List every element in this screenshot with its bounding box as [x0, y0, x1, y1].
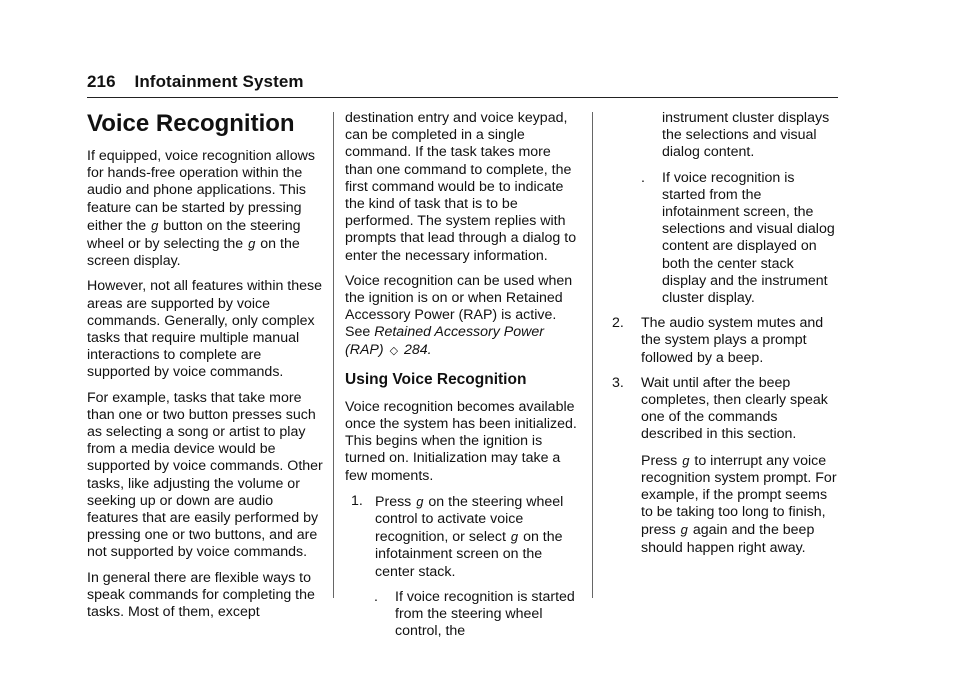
- column-divider: [592, 112, 593, 598]
- reference-page-number: 284.: [404, 341, 432, 358]
- voice-recognition-icon: g: [248, 236, 256, 252]
- column-3: [612, 110, 838, 557]
- voice-recognition-icon: g: [151, 217, 159, 233]
- step-number: 1.: [351, 492, 363, 509]
- column-1: [87, 110, 323, 629]
- step-3: 3. Wait until after the beep completes, then clearly speak one of the commands described in this section.: [612, 374, 828, 443]
- voice-recognition-icon: g: [510, 529, 519, 545]
- step-3-note: Press g to interrupt any voice recognition system prompt. For example, if the prompt seems to be taking too long to finish, press g again and the beep should happen right away.: [641, 452, 837, 556]
- page-number: 216: [87, 72, 116, 91]
- step-2: 2. The audio system mutes and the system plays a prompt followed by a beep.: [612, 315, 824, 366]
- subheading: Using Voice Recognition: [345, 370, 527, 388]
- bullet-dot: .: [374, 588, 378, 605]
- page-reference-arrow-icon: ◇: [389, 344, 399, 357]
- intro-paragraph: If equipped, voice recognition allows for hands-free operation within the audio and phone applications. This feature can be started by pressing either the g button on the steering wheel or by selecting the g on the screen display.: [87, 148, 315, 270]
- step-1: 1. Press g on the steering wheel control to activate voice recognition, or select g on the infotainment screen on the center stack.: [351, 492, 564, 580]
- paragraph: For example, tasks that take more than one or two button presses such as selecting a song or artist to play from a media device would be supported by voice commands. Other tasks, like adjusting the volume or seeking up or down are audio features that are easily performed by pressing one or two buttons, and are not supported by voice commands.: [87, 389, 323, 561]
- paragraph: destination entry and voice keypad, can be completed in a single command. If the task takes more than one command to complete, the first command would be to indicate the kind of task that is to be performed. The system replies with prompts that lead through a dialog to enter the necessary information.: [345, 110, 577, 264]
- voice-recognition-icon: g: [682, 452, 690, 468]
- paragraph: Voice recognition becomes available once the system has been initialized. This begins when the ignition is turned on. Initialization may take a few moments.: [345, 398, 577, 484]
- voice-recognition-icon: g: [416, 493, 424, 509]
- column-divider: [333, 112, 334, 598]
- page-title: Voice Recognition: [87, 110, 295, 137]
- column-2: [345, 110, 581, 648]
- section-title: Infotainment System: [134, 72, 304, 91]
- bullet-continuation: instrument cluster displays the selections and visual dialog content.: [662, 110, 830, 161]
- bullet-item: . If voice recognition is started from the steering wheel control, the: [374, 588, 575, 640]
- step-number: 3.: [612, 374, 624, 391]
- paragraph: Voice recognition can be used when the ignition is on or when Retained Accessory Power (RAP) is active. See Retained Accessory Power (RAP) ◇ 284.: [345, 272, 573, 358]
- bullet-dot: .: [641, 169, 645, 186]
- rap-reference-link[interactable]: Retained Accessory Power (RAP): [345, 324, 545, 358]
- paragraph: However, not all features within these areas are supported by voice commands. Generally, only complex tasks that require multiple manual interactions to complete are supported by voice commands.: [87, 278, 323, 381]
- page-header: [87, 72, 304, 92]
- step-number: 2.: [612, 315, 624, 332]
- header-rule: [87, 97, 838, 98]
- paragraph: In general there are flexible ways to speak commands for completing the tasks. Most of them, except: [87, 569, 315, 621]
- voice-recognition-icon: g: [680, 522, 688, 538]
- bullet-item: . If voice recognition is started from the infotainment screen, the selections and visual dialog content are displayed on both the center stack display and the instrument cluster display.: [641, 169, 835, 307]
